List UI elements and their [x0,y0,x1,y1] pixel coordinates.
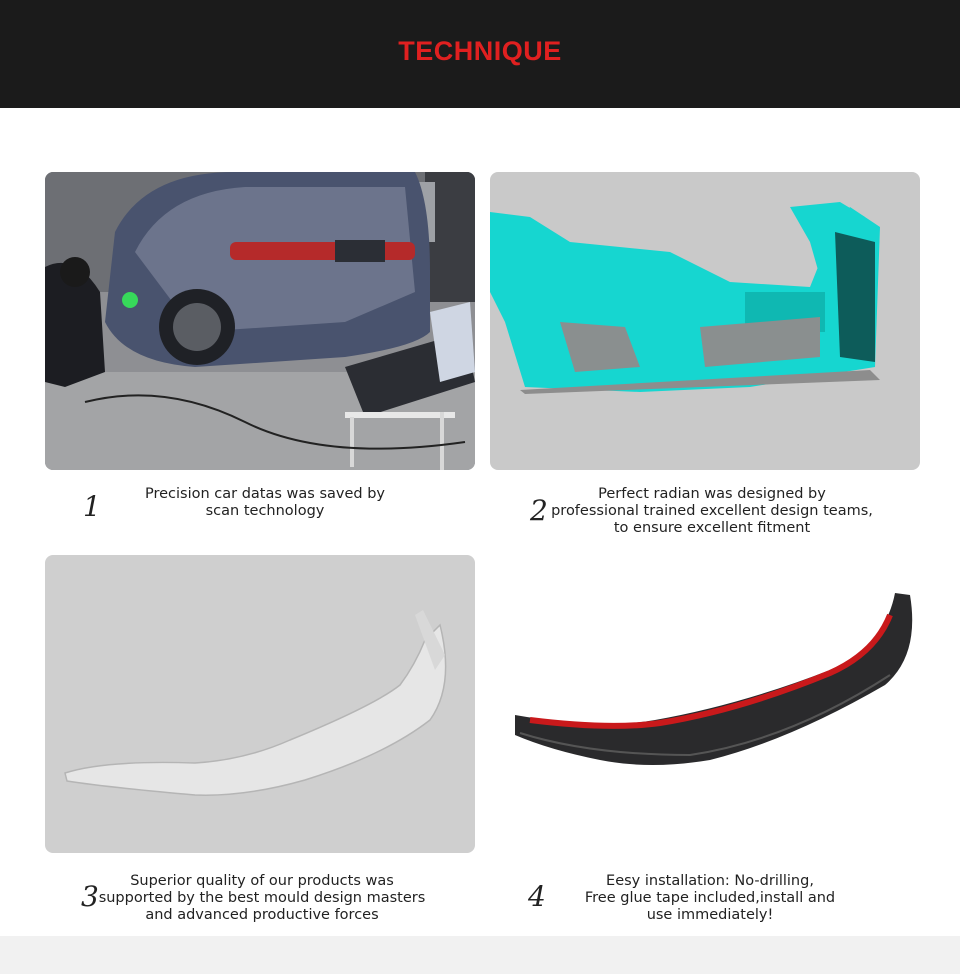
step-2-image [490,172,920,470]
step-2-caption [490,484,920,544]
step-4-line-3: use immediately! [646,907,774,923]
step-3-line-1: Superior quality of our products was [130,873,394,889]
step-2-line-1: Perfect radian was designed by [598,486,826,502]
step-1-caption [45,484,475,534]
page-title: TECHNIQUE [398,36,562,66]
step-2-line-2: professional trained excellent design teams, [551,503,873,519]
footer-strip [0,936,960,974]
step-1-number: 1 [83,490,101,523]
step-4-number: 4 [528,880,546,913]
step-1-line-1: Precision car datas was saved by [144,486,385,502]
step-1-line-2: scan technology [205,503,325,519]
car-scanning-photo [45,172,475,470]
cad-bumper-model [490,172,920,470]
step-3-line-2: supported by the best mould design masters [98,890,426,906]
step-4-caption [490,870,920,930]
step-3-image [45,555,475,853]
header-bar [0,0,960,108]
lip-mould-render [45,555,475,853]
step-4-line-2: Free glue tape included,install and [584,890,836,906]
step-3-caption [45,870,475,930]
carbon-lip-photo [490,555,920,853]
step-4-line-1: Eesy installation: No-drilling, [606,873,814,889]
step-2-line-3: to ensure excellent fitment [613,520,811,536]
step-1-image [45,172,475,470]
step-4-image [490,555,920,853]
step-3-line-3: and advanced productive forces [145,907,379,923]
step-3-number: 3 [81,880,99,913]
step-2-number: 2 [530,494,548,527]
